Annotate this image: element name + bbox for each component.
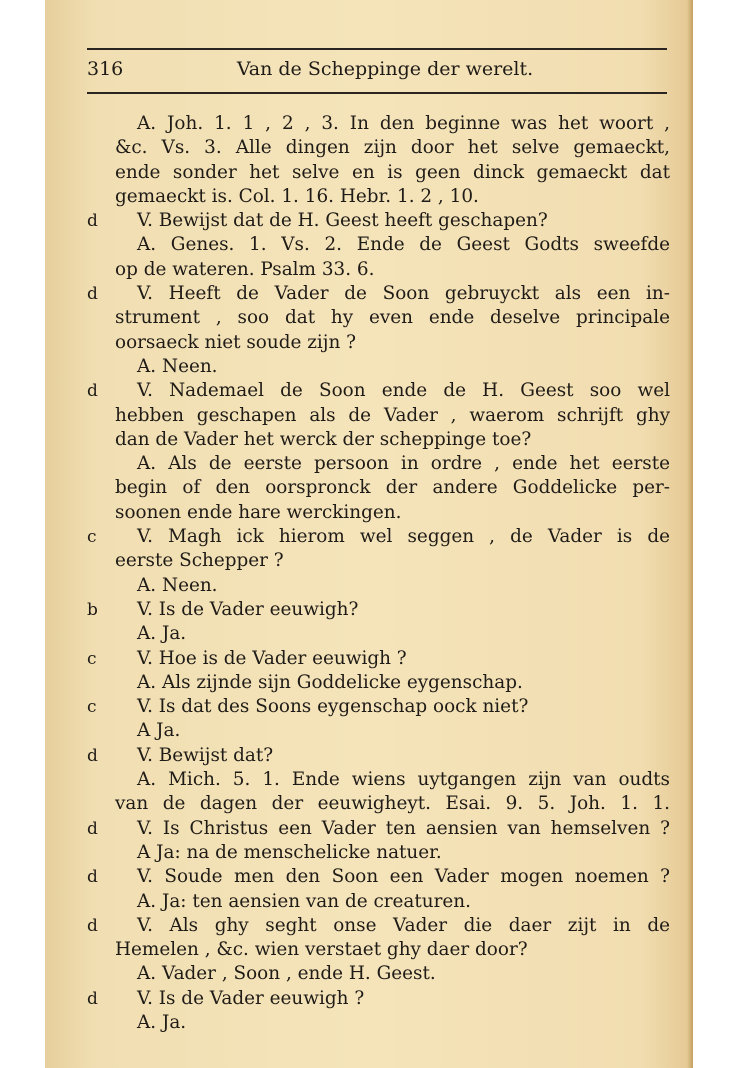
text-line [45,574,693,598]
line-text: ende sonder het selve en is geen dinck gemaeckt dat [115,161,670,183]
text-line [45,331,693,355]
text-line [45,136,693,160]
line-text: V. Is de Vader eeuwigh? [137,598,359,620]
text-line [45,501,693,525]
line-text: oorsaeck niet soude zijn ? [115,331,357,353]
text-line [45,1011,693,1035]
line-text: V. Soude men den Soon een Vader mogen noemen ? [137,866,670,888]
margin-letter: d [87,867,98,888]
text-line [45,792,693,816]
line-text: A Ja: na de menschelicke natuer. [137,841,442,863]
text-line [45,161,693,185]
line-text: V. Als ghy seght onse Vader die daer zijt in de [137,914,670,936]
line-text: A. Ja: ten aensien van de creaturen. [137,890,471,912]
catechism-text [45,112,693,1035]
text-line [45,306,693,330]
line-text: V. Bewijst dat de H. Geest heeft geschapen? [137,210,548,232]
running-header [87,58,667,88]
margin-letter: d [87,211,98,232]
line-text: A Ja. [137,720,181,742]
line-text: hebben geschapen als de Vader , waerom schrijft ghy [115,404,670,426]
line-text: V. Heeft de Vader de Soon gebruyckt als een in- [137,283,670,305]
text-line [45,744,693,768]
margin-letter: c [87,527,97,548]
margin-letter: c [87,697,97,718]
line-text: A. Joh. 1. 1 , 2 , 3. In den beginne was het woort , [137,113,670,134]
text-line [45,938,693,962]
text-line [45,233,693,257]
text-line [45,549,693,573]
margin-letter: d [87,915,98,936]
text-line [45,987,693,1011]
text-line [45,428,693,452]
text-line [45,209,693,233]
text-line [45,671,693,695]
text-line [45,258,693,282]
line-text: op de wateren. Psalm 33. 6. [115,258,375,280]
line-text: A. Als de eerste persoon in ordre , ende het eerste [137,453,670,475]
margin-letter: d [87,381,98,402]
text-line [45,185,693,209]
text-line [45,525,693,549]
text-line [45,598,693,622]
line-text: Hemelen , &c. wien verstaet ghy daer door? [115,939,528,961]
margin-letter: b [87,599,98,620]
line-text: A. Genes. 1. Vs. 2. Ende de Geest Godts sweefde [137,234,670,256]
margin-letter: d [87,745,98,766]
text-line [45,282,693,306]
line-text: V. Is dat des Soons eygenschap oock niet? [137,696,529,718]
line-text: &c. Vs. 3. Alle dingen zijn door het selve gemaeckt, [115,137,670,159]
line-text: A. Als zijnde sijn Goddelicke eygenschap. [137,671,523,693]
margin-letter: d [87,818,98,839]
text-line [45,695,693,719]
line-text: V. Is de Vader eeuwigh ? [137,987,365,1009]
text-line [45,379,693,403]
margin-letter: c [87,648,97,669]
text-line [45,817,693,841]
text-line [45,355,693,379]
text-line [45,865,693,889]
line-text: A. Ja. [137,623,187,645]
text-line [45,112,693,136]
margin-letter: d [87,988,98,1009]
line-text: strument , soo dat hy even ende deselve principale [115,307,670,329]
header-bottom-rule [87,92,667,94]
text-line [45,404,693,428]
line-text: dan de Vader het werck der scheppinge toe? [115,428,532,450]
line-text: V. Hoe is de Vader eeuwigh ? [137,647,407,669]
header-top-rule [87,48,667,50]
line-text: gemaeckt is. Col. 1. 16. Hebr. 1. 2 , 10. [115,185,479,207]
text-line [45,890,693,914]
text-line [45,914,693,938]
line-text: van de dagen der eeuwigheyt. Esai. 9. 5. Joh. 1. 1. [115,793,670,815]
text-line [45,768,693,792]
line-text: A. Neen. [137,355,218,377]
line-text: A. Vader , Soon , ende H. Geest. [137,963,436,985]
margin-letter: d [87,284,98,305]
line-text: A. Neen. [137,574,218,596]
line-text: A. Mich. 5. 1. Ende wiens uytgangen zijn van oudts [137,769,670,791]
text-line [45,841,693,865]
text-line [45,452,693,476]
line-text: A. Ja. [137,1011,187,1033]
text-line [45,622,693,646]
text-line [45,647,693,671]
line-text: V. Magh ick hierom wel seggen , de Vader is de [137,526,670,548]
line-text: V. Nademael de Soon ende de H. Geest soo wel [137,380,670,402]
book-page [45,0,693,1068]
text-line [45,476,693,500]
running-title: Van de Scheppinge der werelt. [236,58,534,80]
line-text: soonen ende hare werckingen. [115,501,402,523]
page-number: 316 [87,58,124,80]
text-line [45,962,693,986]
line-text: V. Bewijst dat? [137,744,274,766]
line-text: begin of den oorspronck der andere Goddelicke per- [115,477,670,499]
line-text: eerste Schepper ? [115,550,284,572]
line-text: V. Is Christus een Vader ten aensien van hemselven ? [137,817,670,839]
text-line [45,719,693,743]
